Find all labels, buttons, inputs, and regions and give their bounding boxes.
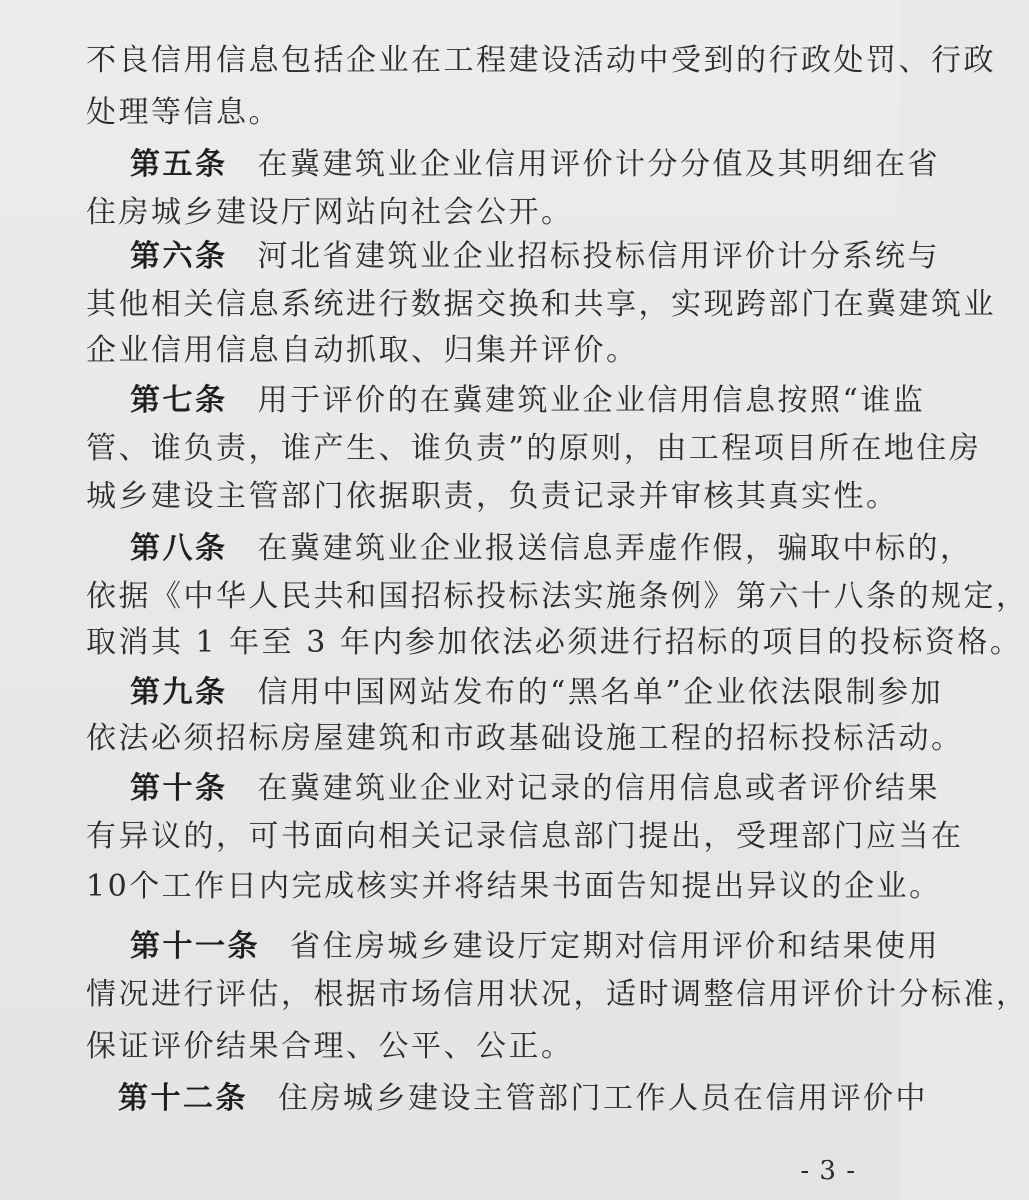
article-heading: 第七条 bbox=[130, 383, 228, 418]
article-heading: 第八条 bbox=[130, 531, 228, 566]
body-line: 管、谁负责，谁产生、谁负责”的原则，由工程项目所在地住房 bbox=[86, 431, 982, 466]
article-heading: 第十二条 bbox=[118, 1081, 248, 1116]
page-number: - 3 - bbox=[800, 1156, 856, 1186]
article-6-line: 第六条 河北省建筑业企业招标投标信用评价计分系统与 bbox=[130, 239, 940, 274]
article-heading: 第五条 bbox=[130, 147, 228, 182]
body-line: 企业信用信息自动抓取、归集并评价。 bbox=[86, 333, 639, 368]
body-line: 依据《中华人民共和国招标投标法实施条例》第六十八条的规定， bbox=[86, 579, 1029, 614]
body-line: 不良信用信息包括企业在工程建设活动中受到的行政处罚、行政 bbox=[86, 43, 996, 78]
article-10-line: 第十条 在冀建筑业企业对记录的信用信息或者评价结果 bbox=[130, 771, 940, 806]
body-line: 处理等信息。 bbox=[86, 95, 281, 130]
body-line: 住房城乡建设厅网站向社会公开。 bbox=[86, 195, 574, 230]
article-7-line: 第七条 用于评价的在冀建筑业企业信用信息按照“谁监 bbox=[130, 383, 926, 418]
article-9-line: 第九条 信用中国网站发布的“黑名单”企业依法限制参加 bbox=[130, 675, 944, 710]
body-line: 情况进行评估，根据市场信用状况，适时调整信用评价计分标准， bbox=[86, 977, 1029, 1012]
body-line: 10个工作日内完成核实并将结果书面告知提出异议的企业。 bbox=[86, 869, 942, 904]
body-line: 取消其 1 年至 3 年内参加依法必须进行招标的项目的投标资格。 bbox=[86, 625, 1023, 660]
article-8-line: 第八条 在冀建筑业企业报送信息弄虚作假，骗取中标的， bbox=[130, 531, 973, 566]
body-line: 城乡建设主管部门依据职责，负责记录并审核其真实性。 bbox=[86, 479, 899, 514]
article-heading: 第十条 bbox=[130, 771, 228, 806]
article-5-line: 第五条 在冀建筑业企业信用评价计分分值及其明细在省 bbox=[130, 147, 940, 182]
body-line: 有异议的，可书面向相关记录信息部门提出，受理部门应当在 bbox=[86, 819, 964, 854]
body-line: 保证评价结果合理、公平、公正。 bbox=[86, 1029, 574, 1064]
article-12-line: 第十二条 住房城乡建设主管部门工作人员在信用评价中 bbox=[118, 1081, 928, 1116]
body-line: 依法必须招标房屋建筑和市政基础设施工程的招标投标活动。 bbox=[86, 721, 964, 756]
article-heading: 第十一条 bbox=[130, 929, 260, 964]
body-line: 其他相关信息系统进行数据交换和共享，实现跨部门在冀建筑业 bbox=[86, 287, 996, 322]
article-heading: 第九条 bbox=[130, 675, 228, 710]
article-heading: 第六条 bbox=[130, 239, 228, 274]
article-11-line: 第十一条 省住房城乡建设厅定期对信用评价和结果使用 bbox=[130, 929, 940, 964]
